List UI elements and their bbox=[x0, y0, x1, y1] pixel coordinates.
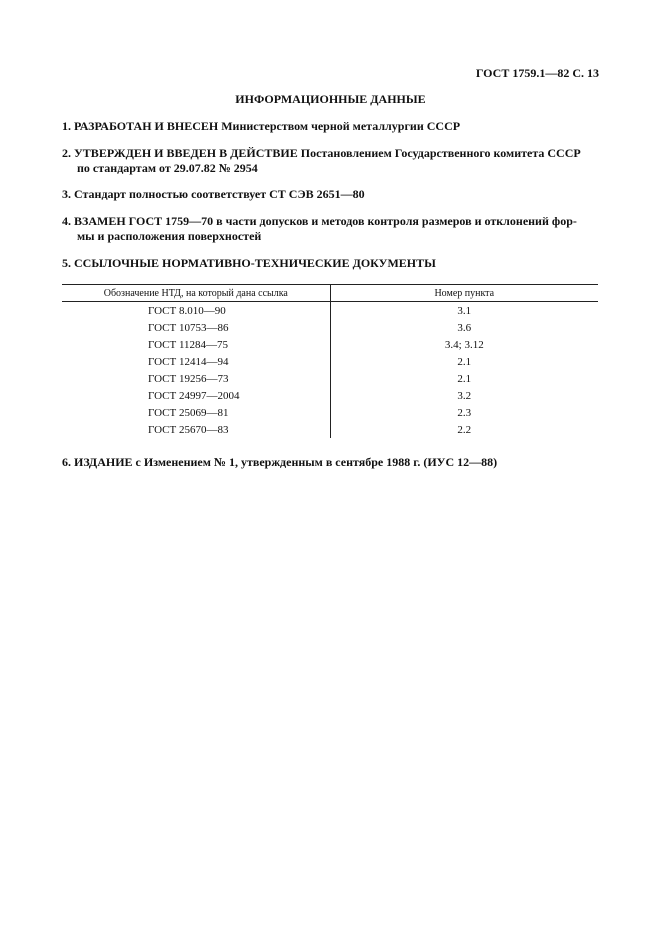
table-cell-document: ГОСТ 8.010—90 bbox=[62, 302, 330, 320]
reference-documents-table bbox=[62, 284, 598, 438]
table-cell-document: ГОСТ 12414—94 bbox=[62, 353, 330, 370]
item-number: 2. bbox=[62, 146, 71, 160]
item-number: 5. bbox=[62, 256, 71, 270]
table-cell-document: ГОСТ 25069—81 bbox=[62, 404, 330, 421]
table-row bbox=[62, 319, 598, 336]
item-number: 3. bbox=[62, 187, 71, 201]
table-row bbox=[62, 336, 598, 353]
table-cell-clause: 3.1 bbox=[457, 304, 472, 317]
table-row bbox=[62, 404, 598, 421]
item-text-line1: ВЗАМЕН ГОСТ 1759—70 в части допусков и методов контроля размеров и отклонений фор- bbox=[74, 214, 577, 228]
table-row bbox=[62, 353, 598, 370]
column-header-document: Обозначение НТД, на который дана ссылка bbox=[62, 285, 330, 302]
table-cell-clause: 2.3 bbox=[457, 406, 472, 419]
table-cell-document: ГОСТ 11284—75 bbox=[62, 336, 330, 353]
item-number: 1. bbox=[62, 119, 71, 133]
column-header-clause: Номер пункта bbox=[330, 285, 598, 302]
table-row bbox=[62, 421, 598, 438]
list-item-5 bbox=[62, 256, 598, 271]
table-cell-clause: 2.1 bbox=[457, 355, 472, 368]
table-cell-document: ГОСТ 25670—83 bbox=[62, 421, 330, 438]
table-header-row bbox=[62, 285, 598, 302]
table-cell-document: ГОСТ 24997—2004 bbox=[62, 387, 330, 404]
table-cell-clause: 2.1 bbox=[457, 372, 472, 385]
item-text-line1: УТВЕРЖДЕН И ВВЕДЕН В ДЕЙСТВИЕ Постановлением Государственного комитета СССР bbox=[74, 146, 581, 160]
item-text: ССЫЛОЧНЫЕ НОРМАТИВНО-ТЕХНИЧЕСКИЕ ДОКУМЕНТЫ bbox=[74, 256, 436, 270]
list-item-3 bbox=[62, 187, 598, 202]
table-cell-clause: 3.2 bbox=[457, 389, 472, 402]
document-reference: ГОСТ 1759.1—82 С. 13 bbox=[475, 66, 599, 80]
item-text-line2: мы и расположения поверхностей bbox=[77, 229, 262, 243]
table-cell-clause: 2.2 bbox=[457, 423, 472, 436]
item-number: 6. bbox=[62, 455, 71, 469]
item-number: 4. bbox=[62, 214, 71, 228]
item-text-line2: по стандартам от 29.07.82 № 2954 bbox=[77, 161, 258, 175]
table-row bbox=[62, 370, 598, 387]
item-text: Стандарт полностью соответствует СТ СЭВ 2651—80 bbox=[74, 187, 365, 201]
table-cell-clause: 3.4; 3.12 bbox=[444, 338, 484, 351]
item-text: РАЗРАБОТАН И ВНЕСЕН Министерством черной металлургии СССР bbox=[74, 119, 461, 133]
table-cell-document: ГОСТ 19256—73 bbox=[62, 370, 330, 387]
table-cell-document: ГОСТ 10753—86 bbox=[62, 319, 330, 336]
list-item-4 bbox=[62, 214, 598, 244]
table-row bbox=[62, 387, 598, 404]
page-title: ИНФОРМАЦИОННЫЕ ДАННЫЕ bbox=[235, 92, 426, 106]
table-cell-clause: 3.6 bbox=[457, 321, 472, 334]
item-text: ИЗДАНИЕ с Изменением № 1, утвержденным в сентябре 1988 г. (ИУС 12—88) bbox=[74, 455, 498, 469]
list-item-1 bbox=[62, 119, 598, 134]
table-row bbox=[62, 302, 598, 320]
list-item-6 bbox=[62, 455, 598, 470]
list-item-2 bbox=[62, 146, 598, 176]
